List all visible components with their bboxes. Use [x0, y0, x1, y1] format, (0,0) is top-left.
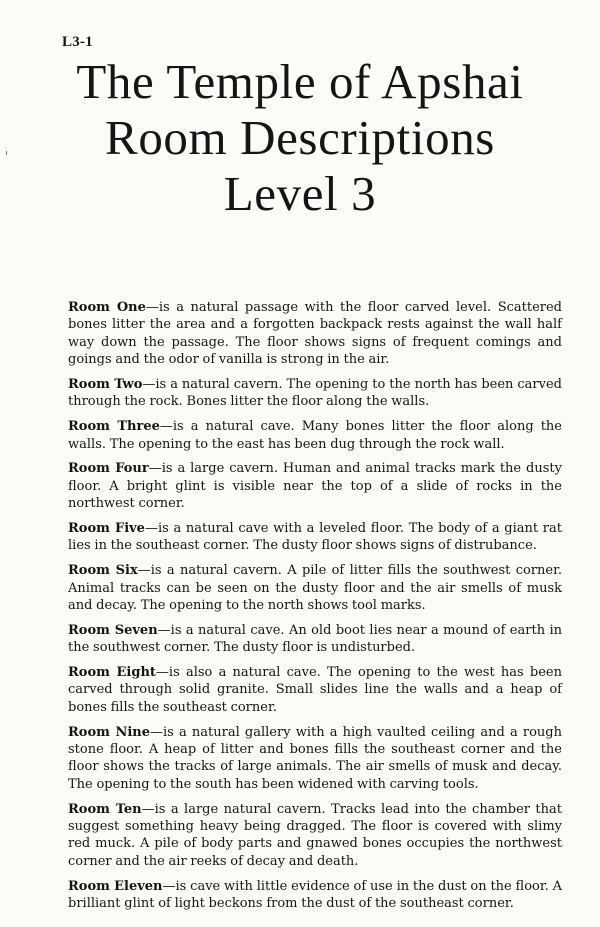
- room-description: [68, 520, 562, 555]
- room-name: Room One: [68, 300, 146, 315]
- title-line-3: Level 3: [223, 166, 377, 221]
- room-name: Room Four: [68, 461, 149, 477]
- room-name: Room Six: [68, 563, 138, 579]
- stray-ink-mark: [6, 151, 7, 155]
- title-line-2: Room Descriptions: [105, 110, 495, 165]
- room-text: —is a natural cave with a leveled floor. The body of a giant rat lies in the southeast corner. The dusty floor shows signs of distrubance.: [68, 521, 562, 554]
- page-title: [40, 54, 560, 222]
- room-text: —is a natural cavern. The opening to the north has been carved through the rock. Bones litter the floor along the walls.: [68, 377, 562, 410]
- room-text: —is a large cavern. Human and animal tracks mark the dusty floor. A bright glint is visible near the top of a slide of rocks in the northwest corner.: [68, 461, 562, 512]
- room-text: —is a large natural cavern. Tracks lead into the chamber that suggest something heavy being dragged. The floor is covered with slimy red muck. A pile of body parts and gnawed bones occupies the northwest corner and the air reeks of decay and death.: [68, 801, 562, 869]
- room-description: [68, 376, 562, 411]
- room-name: Room Eight: [68, 665, 156, 681]
- room-description: [68, 622, 562, 657]
- room-description: [68, 562, 562, 614]
- room-description: [68, 878, 562, 913]
- room-name: Room Three: [68, 419, 160, 435]
- room-name: Room Two: [68, 377, 143, 393]
- room-description: [68, 724, 562, 794]
- room-description: [68, 664, 562, 716]
- room-description: [68, 460, 562, 512]
- title-line-1: The Temple of Apshai: [76, 54, 524, 109]
- room-description: [68, 299, 562, 369]
- room-text: —is also a natural cave. The opening to the west has been carved through solid granite. Small slides line the walls and a heap of bones fills the southeast corner.: [68, 665, 562, 715]
- room-text: —is a natural cavern. A pile of litter fills the southwest corner. Animal tracks can be seen on the dusty floor and the air smells of musk and decay. The opening to the north shows tool marks.: [68, 563, 562, 614]
- room-text: —is a natural passage with the floor carved level. Scattered bones litter the area and a forgotten backpack rests against the wall half way down the passage. The floor shows signs of frequent comings and goings and the odor of vanilla is strong in the air.: [68, 300, 563, 368]
- page-code: L3-1: [62, 34, 93, 50]
- room-name: Room Seven: [68, 622, 158, 638]
- room-text: —is a natural gallery with a high vaulted ceiling and a rough stone floor. A heap of litter and bones fills the southeast corner and the floor shows the tracks of large animals. The air smells of musk and decay. The opening to the south has been widened with carving tools.: [68, 724, 562, 792]
- room-description: [68, 418, 562, 453]
- room-text: —is a natural cave. An old boot lies near a mound of earth in the southwest corner. The dusty floor is undisturbed.: [68, 622, 563, 656]
- room-name: Room Ten: [68, 801, 142, 817]
- room-name: Room Five: [68, 521, 145, 537]
- room-name: Room Eleven: [68, 878, 163, 894]
- room-description: [68, 801, 562, 871]
- room-text: —is a natural cave. Many bones litter the floor along the walls. The opening to the east has been dug through the rock wall.: [68, 419, 562, 452]
- room-text: —is cave with little evidence of use in the dust on the floor. A brilliant glint of light beckons from the dust of the southeast corner.: [68, 878, 562, 912]
- room-name: Room Nine: [68, 724, 150, 740]
- room-descriptions: [68, 299, 562, 920]
